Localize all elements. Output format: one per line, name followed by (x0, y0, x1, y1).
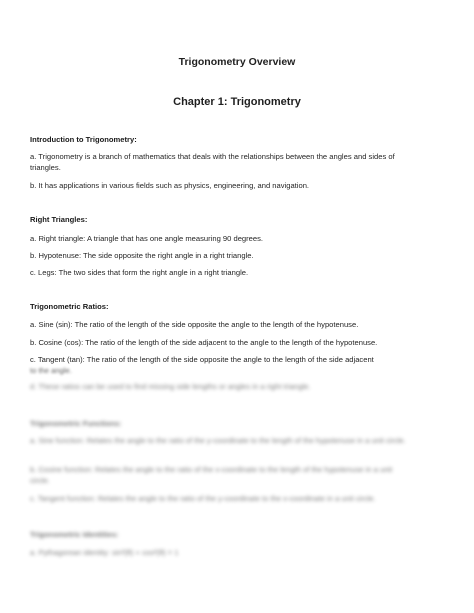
paragraph-cosine: b. Cosine (cos): The ratio of the length of the side adjacent to the angle to the length of the hypotenuse. (30, 338, 378, 347)
paragraph-cosine-function: b. Cosine function: Relates the angle to the ratio of the x-coordinate to the length of the hypotenuse in a unit circle. (30, 465, 393, 485)
paragraph-intro-a: a. Trigonometry is a branch of mathematics that deals with the relationships between the angles and sides of triangles. (30, 152, 395, 172)
paragraph-sine-function: a. Sine function: Relates the angle to the ratio of the y-coordinate to the length of the hypotenuse in a unit circle. (30, 436, 406, 445)
paragraph-pythagorean-identity: a. Pythagorean identity: sin²(θ) + cos²(θ) = 1 (30, 548, 179, 557)
paragraph-ratios-usage: d. These ratios can be used to find missing side lengths or angles in a right triangle. (30, 382, 311, 391)
chapter-title: Chapter 1: Trigonometry (173, 96, 301, 108)
document-title: Trigonometry Overview (178, 56, 296, 68)
paragraph-hypotenuse: b. Hypotenuse: The side opposite the right angle in a right triangle. (30, 251, 254, 260)
section-heading-trig-identities: Trigonometric Identities: (30, 530, 119, 539)
paragraph-legs: c. Legs: The two sides that form the right angle in a right triangle. (30, 268, 249, 277)
paragraph-tangent: c. Tangent (tan): The ratio of the length of the side opposite the angle to the length of the side adjacent (30, 355, 374, 364)
paragraph-tangent-function: c. Tangent function: Relates the angle to the ratio of the y-coordinate to the x-coordinate in a unit circle. (30, 494, 376, 503)
paragraph-intro-b: b. It has applications in various fields such as physics, engineering, and navigation. (30, 181, 310, 190)
section-heading-right-triangles: Right Triangles: (30, 215, 88, 224)
section-heading-introduction: Introduction to Trigonometry: (30, 135, 137, 144)
paragraph-tangent-continued: to the angle. (30, 366, 72, 375)
paragraph-right-triangle: a. Right triangle: A triangle that has one angle measuring 90 degrees. (30, 234, 264, 243)
section-heading-trig-ratios: Trigonometric Ratios: (30, 302, 109, 311)
paragraph-sine: a. Sine (sin): The ratio of the length of the side opposite the angle to the length of the hypotenuse. (30, 320, 359, 329)
section-heading-trig-functions: Trigonometric Functions: (30, 419, 122, 428)
